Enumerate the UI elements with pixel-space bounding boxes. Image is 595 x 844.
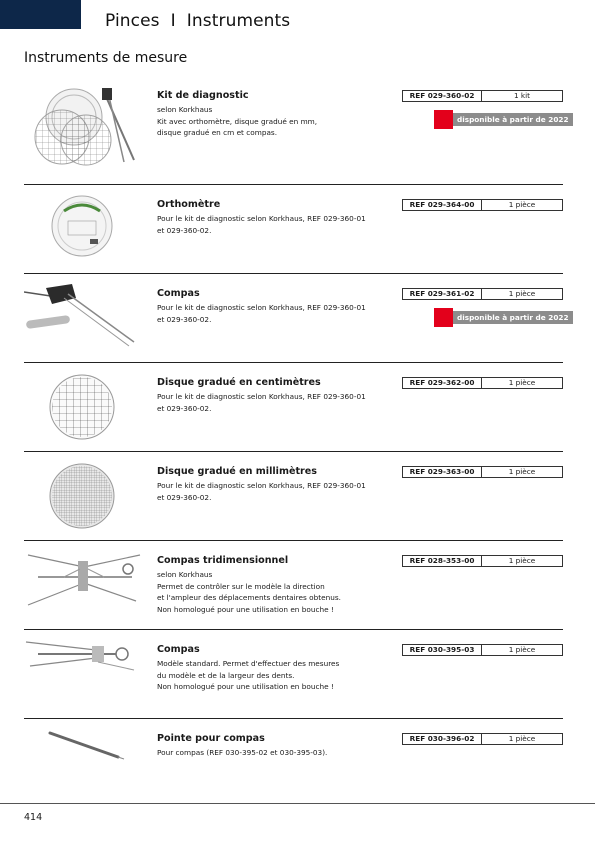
description-line: selon Korkhaus bbox=[157, 570, 213, 579]
product-row bbox=[24, 288, 569, 358]
product-row bbox=[24, 466, 563, 536]
description-line: et 029-360-02. bbox=[157, 225, 212, 235]
ref-box bbox=[402, 733, 563, 745]
page-title: Pinces I Instruments bbox=[105, 11, 291, 31]
description-line: Pour le kit de diagnostic selon Korkhaus, REF 029-360-01 bbox=[157, 481, 366, 490]
diagnostic-kit-image bbox=[24, 82, 142, 168]
divider bbox=[24, 718, 563, 719]
description-line: Pour le kit de diagnostic selon Korkhaus, REF 029-360-01 bbox=[157, 214, 366, 223]
description-line: Kit avec orthomètre, disque gradué en mm, bbox=[157, 116, 318, 126]
divider bbox=[24, 629, 563, 630]
description-line: Non homologué pour une utilisation en bouche ! bbox=[157, 682, 334, 692]
quantity: 1 pièce bbox=[508, 289, 536, 298]
description-line: Permet de contrôler sur le modèle la direction bbox=[157, 581, 325, 591]
product-description bbox=[157, 213, 397, 236]
availability-text: disponible à partir de 2022 bbox=[453, 311, 573, 324]
product-name: Compas bbox=[157, 644, 200, 655]
product-row bbox=[24, 90, 569, 180]
description-line: et 029-360-02. bbox=[157, 314, 212, 324]
3d-compass-image bbox=[24, 549, 142, 635]
product-description bbox=[157, 658, 397, 693]
quantity: 1 pièce bbox=[508, 734, 536, 743]
ref-number: REF 028-353-00 bbox=[403, 556, 482, 566]
product-row bbox=[24, 199, 563, 269]
cm-disc-image bbox=[24, 371, 142, 457]
availability-text: disponible à partir de 2022 bbox=[453, 113, 573, 126]
product-description bbox=[157, 480, 397, 503]
description-line: Pour compas (REF 030-395-02 et 030-395-03). bbox=[157, 748, 328, 757]
ref-box bbox=[402, 377, 563, 389]
product-description bbox=[157, 104, 397, 139]
ref-number: REF 029-360-02 bbox=[403, 91, 482, 101]
divider bbox=[24, 184, 563, 185]
ref-number: REF 030-396-02 bbox=[403, 734, 482, 744]
quantity: 1 pièce bbox=[508, 556, 536, 565]
description-line: disque gradué en cm et compas. bbox=[157, 128, 278, 138]
compass-image bbox=[24, 280, 142, 366]
footer-divider bbox=[0, 803, 595, 804]
description-line: Pour le kit de diagnostic selon Korkhaus, REF 029-360-01 bbox=[157, 303, 366, 312]
description-line: et l'ampleur des déplacements dentaires obtenus. bbox=[157, 593, 341, 603]
product-description bbox=[157, 391, 397, 414]
description-line: et 029-360-02. bbox=[157, 492, 212, 502]
divider bbox=[24, 540, 563, 541]
product-row bbox=[24, 377, 563, 447]
quantity: 1 pièce bbox=[508, 200, 536, 209]
ref-box bbox=[402, 90, 563, 102]
product-name: Disque gradué en centimètres bbox=[157, 377, 321, 388]
header-corner-block bbox=[0, 0, 81, 29]
availability-badge bbox=[434, 308, 573, 327]
quantity: 1 pièce bbox=[508, 378, 536, 387]
orthometer-image bbox=[24, 191, 142, 277]
availability-badge bbox=[434, 110, 573, 129]
product-description bbox=[157, 747, 397, 759]
description-line: Modèle standard. Permet d'effectuer des mesures bbox=[157, 659, 340, 668]
ref-number: REF 029-362-00 bbox=[403, 378, 482, 388]
description-line: Non homologué pour une utilisation en bouche ! bbox=[157, 604, 334, 614]
product-name: Kit de diagnostic bbox=[157, 90, 249, 101]
availability-square-icon bbox=[434, 110, 453, 129]
description-line: Pour le kit de diagnostic selon Korkhaus, REF 029-360-01 bbox=[157, 392, 366, 401]
standard-compass-image bbox=[24, 638, 142, 724]
ref-number: REF 029-361-02 bbox=[403, 289, 482, 299]
product-description bbox=[157, 302, 397, 325]
description-line: selon Korkhaus bbox=[157, 105, 213, 114]
ref-number: REF 029-364-00 bbox=[403, 200, 482, 210]
divider bbox=[24, 362, 563, 363]
ref-box bbox=[402, 199, 563, 211]
description-line: du modèle et de la largeur des dents. bbox=[157, 670, 295, 680]
divider bbox=[24, 451, 563, 452]
product-row bbox=[24, 733, 563, 793]
product-name: Disque gradué en millimètres bbox=[157, 466, 317, 477]
quantity: 1 pièce bbox=[508, 645, 536, 654]
ref-number: REF 029-363-00 bbox=[403, 467, 482, 477]
compass-tip-image bbox=[24, 727, 142, 813]
product-name: Orthomètre bbox=[157, 199, 221, 210]
mm-disc-image bbox=[24, 460, 142, 546]
product-row bbox=[24, 644, 563, 714]
divider bbox=[24, 273, 563, 274]
product-name: Pointe pour compas bbox=[157, 733, 265, 744]
ref-box bbox=[402, 555, 563, 567]
product-name: Compas bbox=[157, 288, 200, 299]
section-title: Instruments de mesure bbox=[24, 50, 188, 66]
ref-box bbox=[402, 466, 563, 478]
availability-square-icon bbox=[434, 308, 453, 327]
page-number: 414 bbox=[24, 812, 43, 823]
ref-number: REF 030-395-03 bbox=[403, 645, 482, 655]
product-name: Compas tridimensionnel bbox=[157, 555, 289, 566]
description-line: et 029-360-02. bbox=[157, 403, 212, 413]
ref-box bbox=[402, 288, 563, 300]
product-row bbox=[24, 555, 563, 625]
quantity: 1 kit bbox=[513, 91, 531, 100]
ref-box bbox=[402, 644, 563, 656]
product-description bbox=[157, 569, 397, 615]
quantity: 1 pièce bbox=[508, 467, 536, 476]
